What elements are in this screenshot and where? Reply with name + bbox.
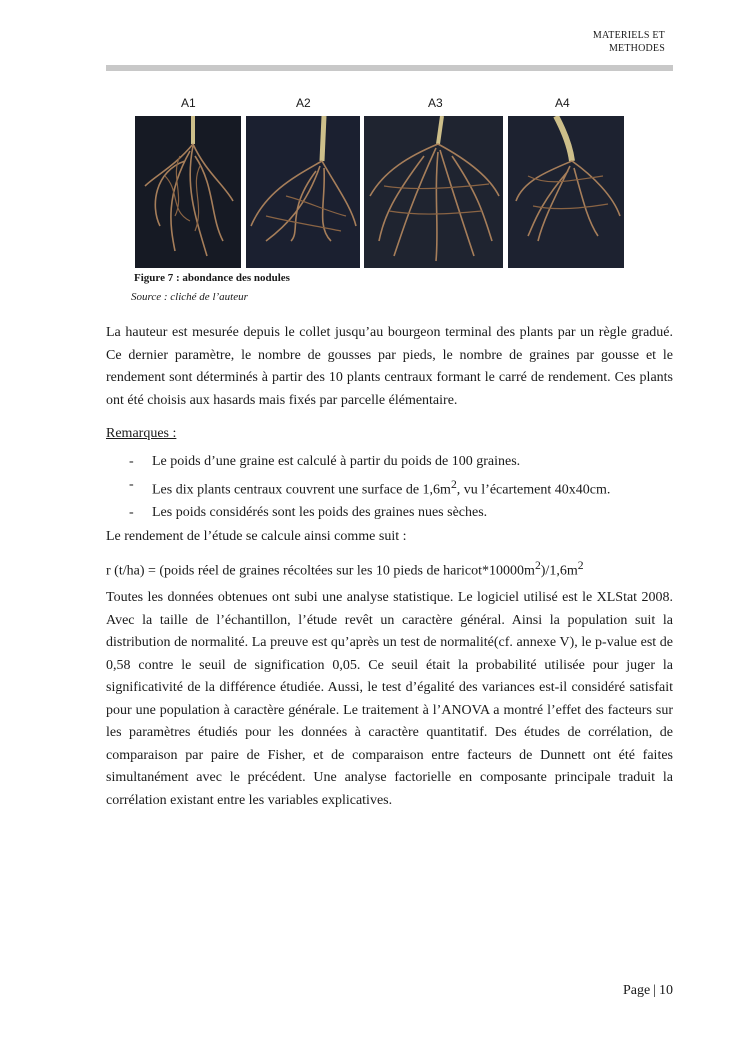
header-line-2: METHODES [608, 43, 665, 54]
formula-superscript-1: 2 [534, 559, 541, 572]
photo-label-a3: A3 [428, 96, 443, 110]
page-header [593, 29, 665, 55]
root-photo-a2-image [246, 116, 360, 268]
page-separator: | [653, 983, 656, 998]
root-photo-a1 [135, 116, 241, 268]
photo-label-a4: A4 [555, 96, 570, 110]
root-photo-a3 [364, 116, 503, 268]
bullet-dash: - [129, 476, 134, 492]
photo-label-a1: A1 [181, 96, 196, 110]
bullet-dash: - [129, 454, 134, 469]
root-photo-a2 [246, 116, 360, 268]
formula-part-1: r (t/ha) = (poids réel de graines récoltées sur les 10 pieds de haricot*10000m [106, 563, 535, 579]
paragraph-statistiques: Toutes les données obtenues ont subi une analyse statistique. Le logiciel utilisé est le XLStat 2008. Avec la taille de l’échantillon, l’étude revêt un caractère général. Ainsi la population suit la distribution de normalité. La preuve est qu’après un test de normalité(cf. annexe V), le p-value est de 0,58 contre le seuil de signification 0,05. Ce seuil était la probabilité utilisée pour juger la significativité de la différence étudiée. Aussi, le test d’égalité des variances est-il considéré satisfait pour une population à caractère générale. Le traitement à l’ANOVA a montré l’effet des facteurs sur les paramètres étudiés pour les données à caractère quantitatif. Des études de corrélation, de comparaison par paire de Fisher, et de comparaison entre facteurs de Dunnett ont été faites simultanément avec le précédent. Une analyse factorielle en composante principale traduit la corrélation existant entre les variables explicatives. [106, 590, 673, 808]
figure-caption: Figure 7 : abondance des nodules [134, 272, 290, 284]
bullet-dash: - [129, 504, 134, 520]
remarque-item [106, 502, 673, 525]
figure-source: Source : cliché de l’auteur [131, 291, 248, 303]
page-word: Page [622, 983, 651, 998]
header-rule [106, 65, 673, 71]
root-photo-a3-image [364, 116, 503, 268]
header-line-1: MATERIELS ET [592, 30, 665, 41]
rendement-intro: Le rendement de l’étude se calcule ainsi comme suit : [106, 529, 407, 544]
remarque-item [106, 474, 673, 502]
remarque-text: Le poids d’une graine est calculé à partir du poids de 100 graines. [152, 454, 521, 469]
remarque-text: Les dix plants centraux couvrent une surface de 1,6m [152, 482, 451, 498]
formula-part-2: )/1,6m [540, 563, 578, 579]
remarque-item [106, 451, 673, 474]
root-photo-a1-image [135, 116, 241, 268]
paragraph-hauteur: La hauteur est mesurée depuis le collet jusqu’au bourgeon terminal des plants par un règle gradué. Ce dernier paramètre, le nombre de gousses par pieds, le nombre de graines par gousse et le rendement sont déterminés à partir des 10 plants centraux formant le carré de rendement. Ces plants ont été choisis aux hasards mais fixés par parcelle élémentaire. [106, 325, 673, 408]
root-photo-a4-image [508, 116, 624, 268]
rendement-formula [106, 555, 673, 583]
formula-superscript-2: 2 [577, 559, 584, 572]
remarques-title: Remarques : [106, 426, 177, 441]
remarque-superscript: 2 [450, 477, 457, 491]
remarques-list [106, 451, 673, 524]
remarque-text-end: , vu l’écartement 40x40cm. [456, 482, 611, 498]
photo-label-a2: A2 [296, 96, 311, 110]
remarque-text: Les poids considérés sont les poids des graines nues sèches. [152, 504, 488, 520]
page-footer [623, 983, 673, 999]
page-number: 10 [659, 983, 673, 998]
root-photo-a4 [508, 116, 624, 268]
